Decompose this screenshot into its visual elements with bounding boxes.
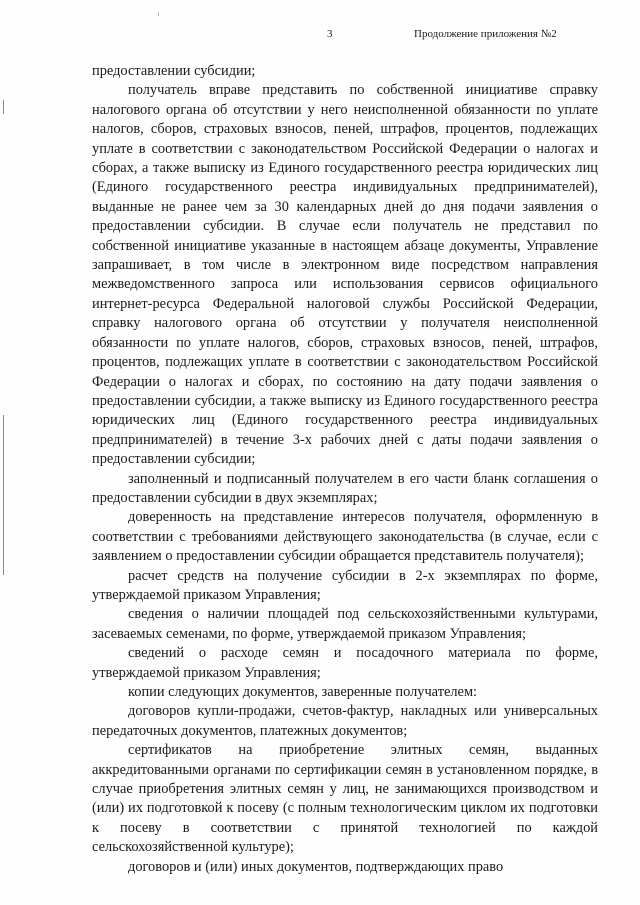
paragraph: предоставлении субсидии;: [92, 63, 256, 79]
appendix-continuation-label: Продолжение приложения №2: [414, 28, 557, 40]
paragraph: сведений о расходе семян и посадочного материала по форме, утверждаемой приказом Управления;: [92, 645, 598, 681]
paragraph: получатель вправе представить по собственной инициативе справку налогового органа об отсутствии у него неисполненной обязанности по уплате налогов, сборов, страховых взносов, пеней, штрафов, процентов, подлежащих уплате в соответствии с законодательством Российской Федерации о налогах и сборах, а также выписку из Единого государственного реестра юридических лиц (Единого государственного реестра индивидуальных предпринимателей), выданные не ранее чем за 30 календарных дней до дня подачи заявления о предоставлении субсидии. В случае если получатель не представил по собственной инициативе указанные в настоящем абзаце документы, Управление запрашивает, в том числе в электронном виде посредством направления межведомственного запроса или использования сервисов официального интернет-ресурса Федеральной налоговой службы Российской Федерации, справку налогового органа об отсутствии у получателя неисполненной обязанности по уплате налогов, сборов, страховых взносов, пеней, штрафов, процентов, подлежащих уплате в соответствии с законодательством Российской Федерации о налогах и сборах, по состоянию на дату подачи заявления о предоставлении субсидии, а также выписку из Единого государственного реестра юридических лиц (Единого государственного реестра индивидуальных предпринимателей) в течение 3-х рабочих дней с даты подачи заявления о предоставлении субсидии;: [92, 82, 598, 468]
scan-edge-mark: [3, 415, 4, 575]
page-number: 3: [327, 28, 333, 40]
paragraph: расчет средств на получение субсидии в 2-х экземплярах по форме, утверждаемой приказом Управления;: [92, 567, 598, 603]
paragraph: договоров и (или) иных документов, подтверждающих право: [128, 858, 504, 875]
page-header: [0, 28, 640, 44]
scan-edge-mark: [3, 100, 4, 114]
paragraph: сведения о наличии площадей под сельскохозяйственными культурами, засеваемых семенами, по форме, утверждаемой приказом Управления;: [92, 606, 598, 642]
paragraph: договоров купли-продажи, счетов-фактур, накладных или универсальных передаточных документов, платежных документов;: [92, 703, 598, 739]
paragraph: заполненный и подписанный получателем в его части бланк соглашения о предоставлении субсидии в двух экземплярах;: [92, 470, 598, 506]
document-body: [92, 62, 598, 877]
paragraph: копии следующих документов, заверенные получателем:: [128, 684, 478, 700]
paragraph: доверенность на представление интересов получателя, оформленную в соответствии с требованиями действующего законодательства (в случае, если с заявлением о предоставлении субсидии обращается представитель получателя);: [92, 509, 598, 565]
scan-artifact: [158, 12, 159, 16]
paragraph: сертификатов на приобретение элитных семян, выданных аккредитованными органами по сертификации семян в установленном порядке, в случае приобретения элитных семян у лиц, не занимающихся производством и (или) их подготовкой к посеву (с полным технологическим циклом их подготовки к посеву в соответствии с принятой технологией по каждой сельскохозяйственной культуре);: [92, 742, 598, 856]
